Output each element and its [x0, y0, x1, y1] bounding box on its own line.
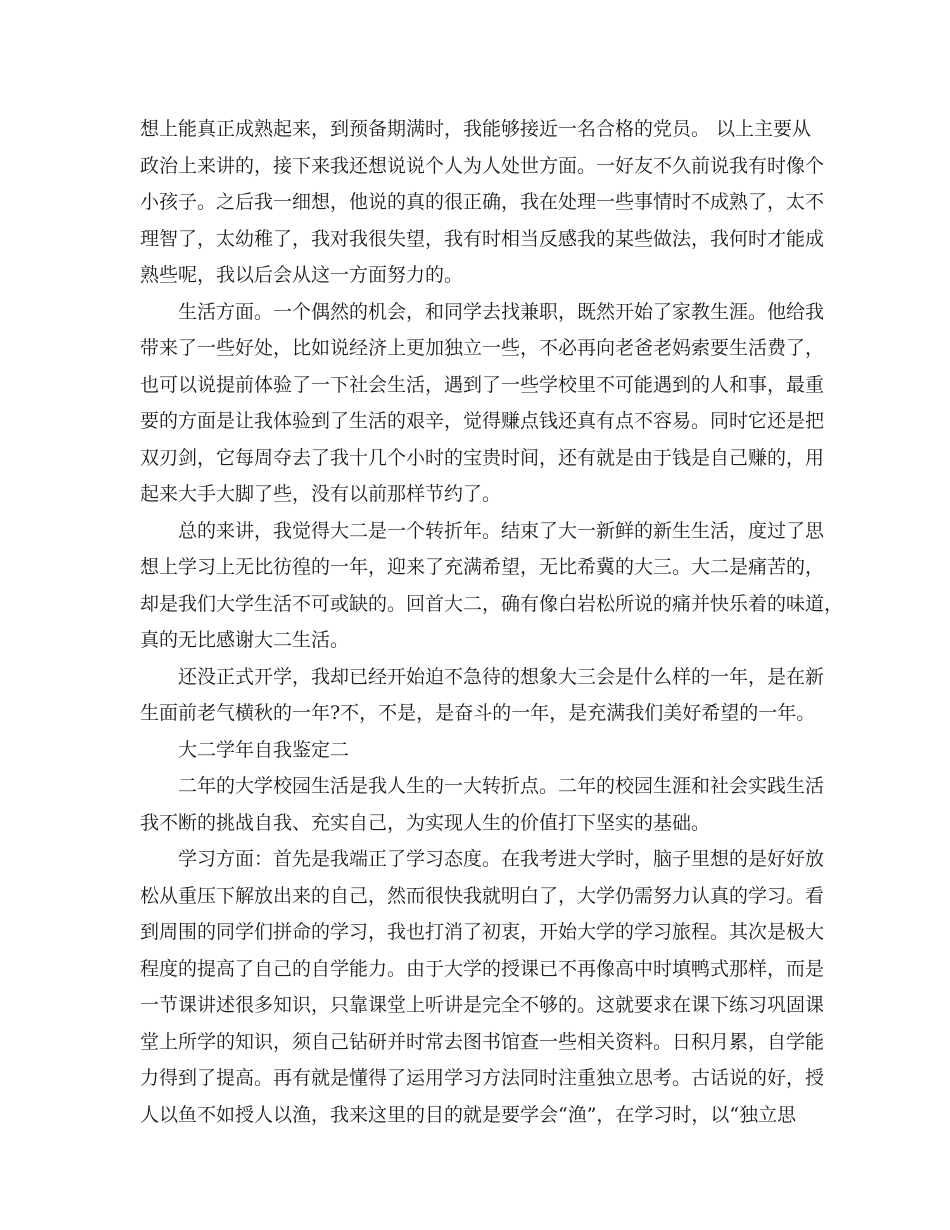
text-line: 二年的大学校园生活是我人生的一大转折点。二年的校园生涯和社会实践生活: [178, 775, 825, 797]
text-line: 生活方面。一个偶然的机会，和同学去找兼职，既然开始了家教生涯。他给我: [178, 300, 825, 323]
text-line: 却是我们大学生活不可或缺的。回首大二，确有像白岩松所说的痛并快乐着的味道，: [140, 592, 844, 615]
text-line: 生面前老气横秋的一年?不，不是，是奋斗的一年，是充满我们美好希望的一年。: [140, 702, 816, 724]
text-line: 还没正式开学，我却已经开始迫不急待的想象大三会是什么样的一年，是在新: [178, 665, 825, 688]
text-line: 堂上所学的知识，须自己钻研并时常去图书馆查一些相关资料。日积月累，自学能: [140, 1030, 825, 1053]
text-line: 理智了，太幼稚了，我对我很失望，我有时相当反感我的某些做法，我何时才能成: [140, 227, 825, 250]
text-line: 起来大手大脚了些，没有以前那样节约了。: [140, 483, 502, 505]
text-line: 想上学习上无比彷徨的一年，迎来了充满希望，无比希冀的大三。大二是痛苦的，: [140, 556, 825, 578]
text-line: 学习方面：首先是我端正了学习态度。在我考进大学时，脑子里想的是好好放: [178, 848, 825, 870]
text-line: 熟些呢，我以后会从这一方面努力的。: [140, 264, 464, 286]
text-line: 到周围的同学们拼命的学习，我也打消了初衷，开始大学的学习旅程。其次是极大: [140, 921, 825, 943]
text-line: 小孩子。之后我一细想，他说的真的很正确，我在处理一些事情时不成熟了，太不: [140, 191, 825, 213]
document-body: [140, 111, 844, 1133]
text-line: 人以鱼不如授人以渔，我来这里的目的就是要学会“渔”，在学习时，以“独立思: [140, 1103, 797, 1126]
text-line: 带来了一些好处，比如说经济上更加独立一些，不必再向老爸老妈索要生活费了，: [140, 337, 825, 359]
text-line: 力得到了提高。再有就是懂得了运用学习方法同时注重独立思考。古话说的好，授: [140, 1067, 825, 1089]
text-line: 双刃剑，它每周夺去了我十几个小时的宝贵时间，还有就是由于钱是自己赚的，用: [140, 446, 825, 469]
text-line: 大二学年自我鉴定二: [178, 738, 350, 761]
text-line: 政治上来讲的，接下来我还想说说个人为人处世方面。一好友不久前说我有时像个: [140, 154, 825, 177]
text-line: 要的方面是让我体验到了生活的艰辛，觉得赚点钱还真有点不容易。同时它还是把: [140, 410, 825, 432]
text-line: 程度的提高了自己的自学能力。由于大学的授课已不再像高中时填鸭式那样，而是: [140, 957, 825, 980]
text-line: 也可以说提前体验了一下社会生活，遇到了一些学校里不可能遇到的人和事，最重: [140, 373, 825, 396]
text-line: 总的来讲，我觉得大二是一个转折年。结束了大一新鲜的新生生活，度过了思: [178, 519, 825, 542]
text-line: 想上能真正成熟起来，到预备期满时，我能够接近一名合格的党员。 以上主要从: [140, 118, 812, 140]
text-line: 松从重压下解放出来的自己，然而很快我就明白了，大学仍需努力认真的学习。看: [140, 884, 825, 907]
text-line: 真的无比感谢大二生活。: [140, 629, 350, 651]
text-line: 一节课讲述很多知识，只靠课堂上听讲是完全不够的。这就要求在课下练习巩固课: [140, 994, 825, 1016]
text-line: 我不断的挑战自我、充实自己，为实现人生的价值打下坚实的基础。: [140, 811, 711, 834]
